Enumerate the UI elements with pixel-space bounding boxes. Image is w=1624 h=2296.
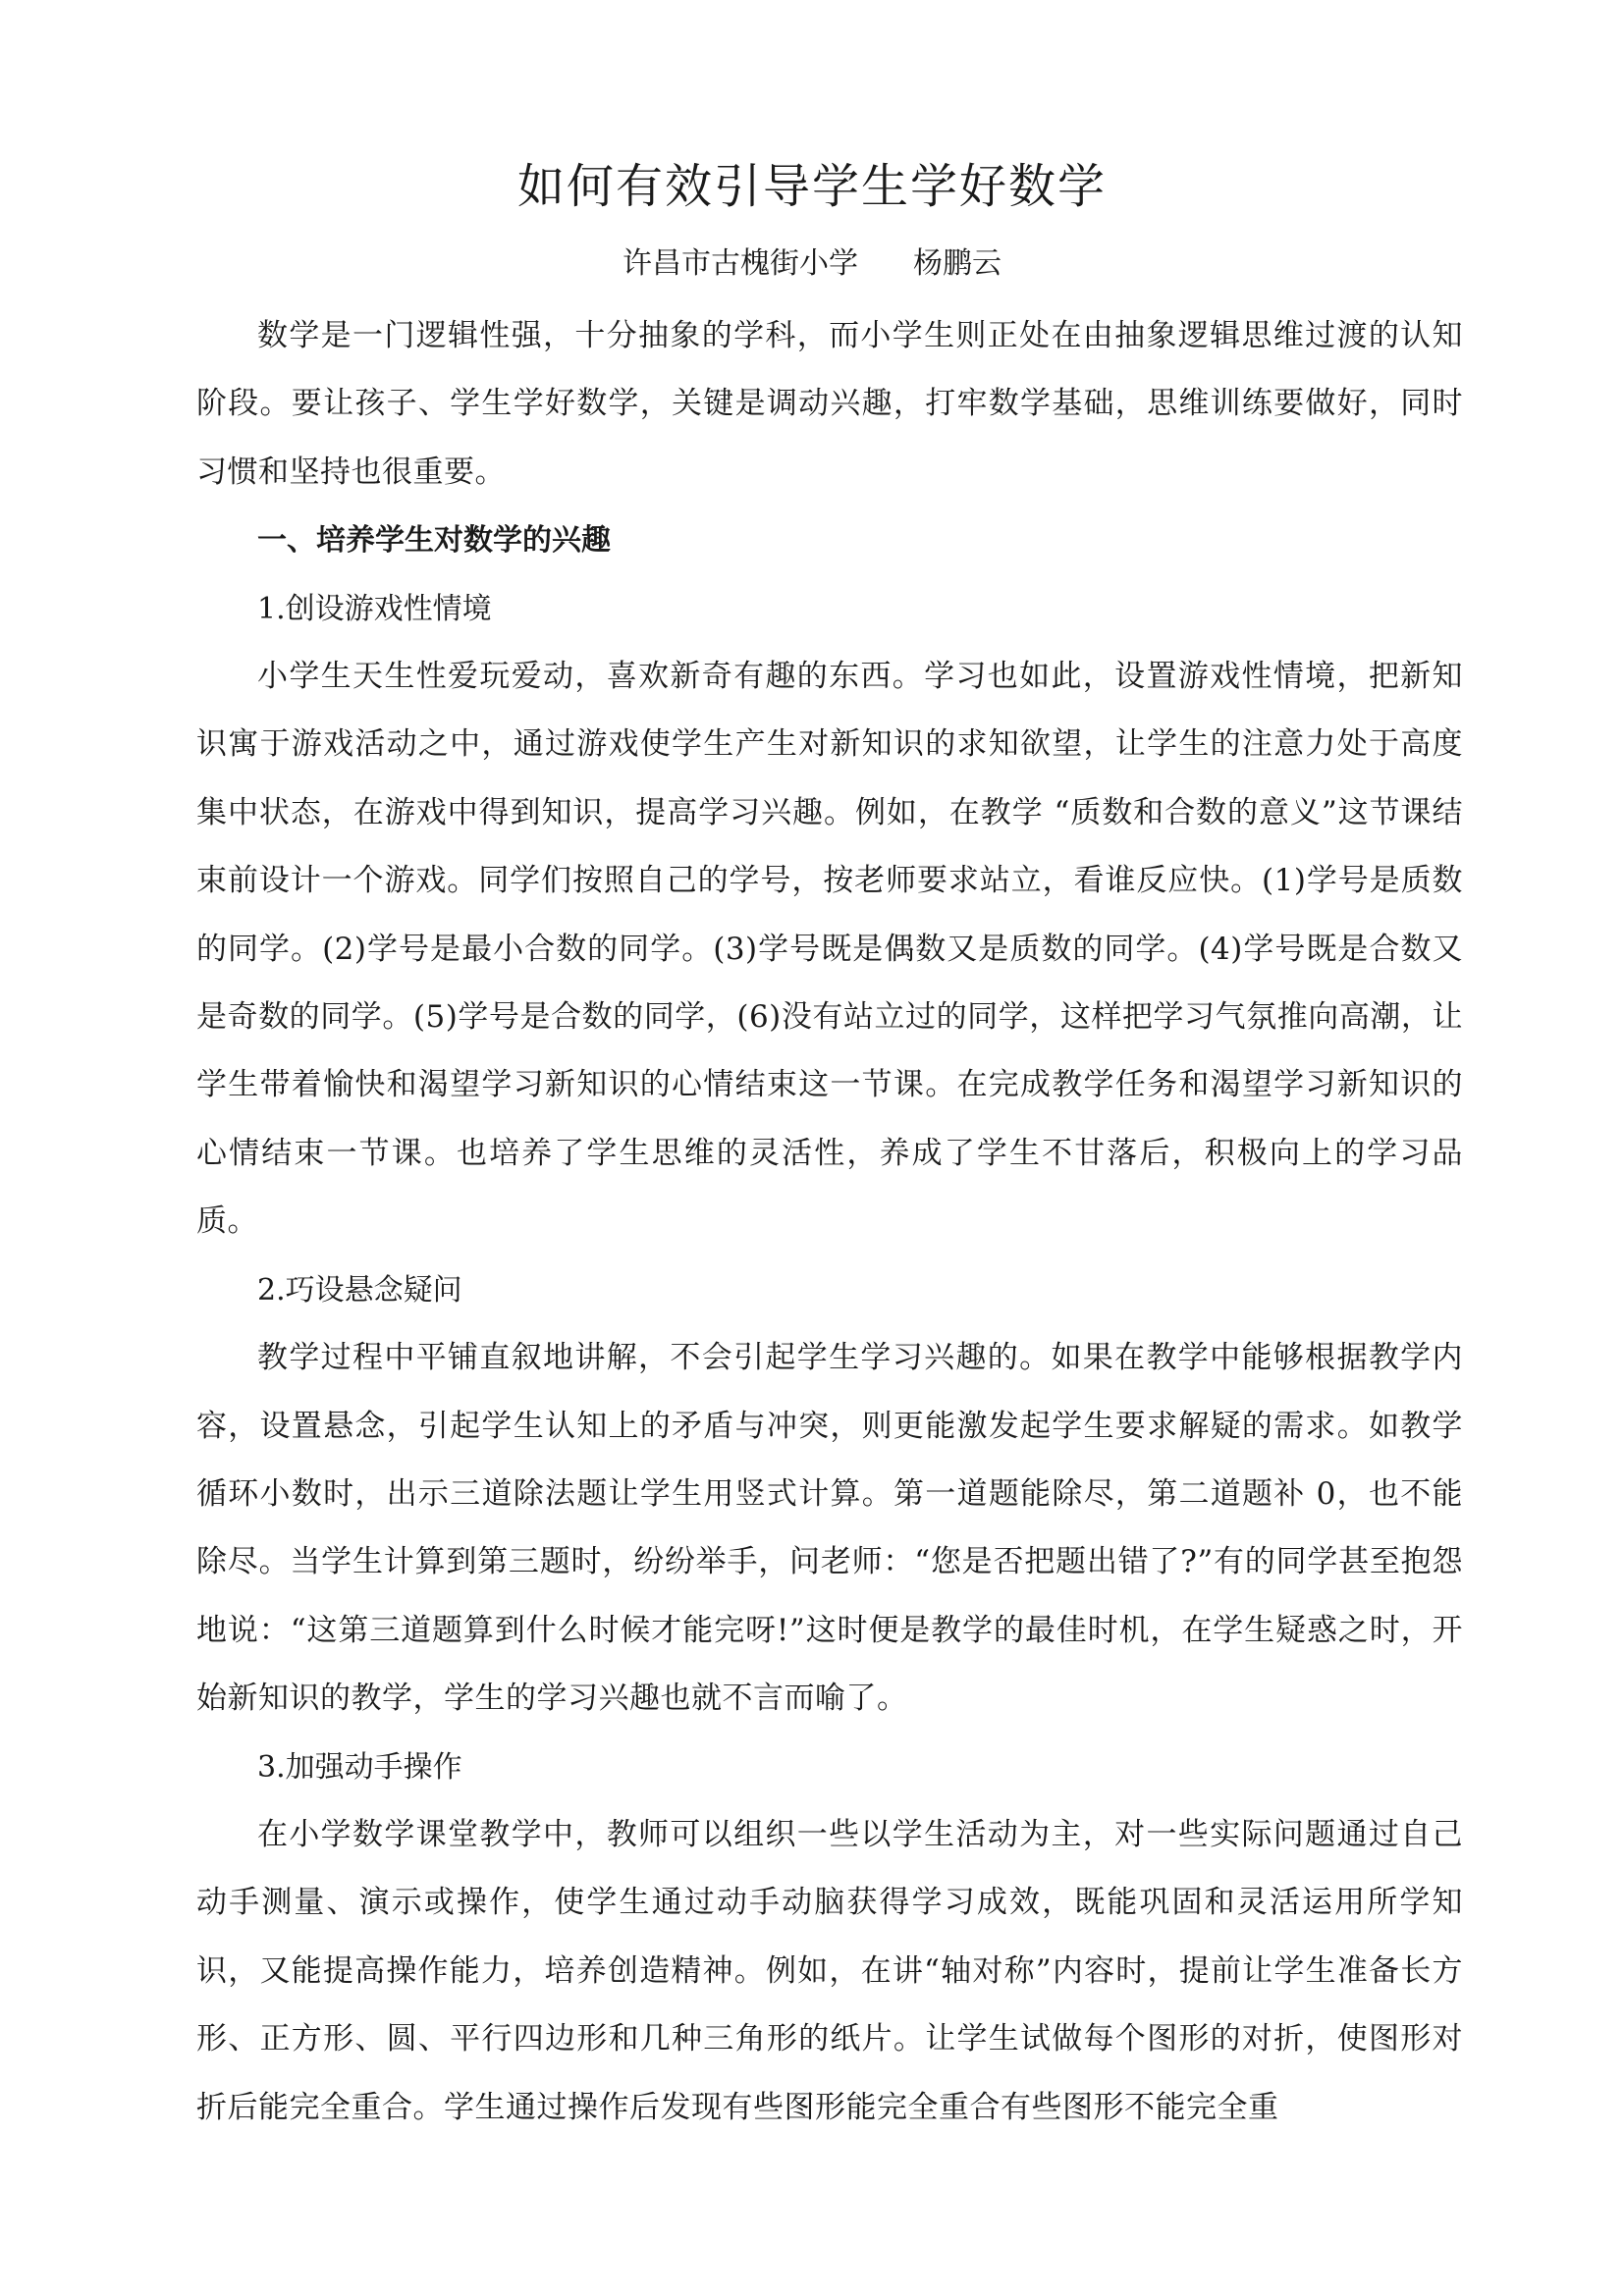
subsection-paragraph-1: 小学生天生性爱玩爱动，喜欢新奇有趣的东西。学习也如此，设置游戏性情境，把新知识寓于游戏活动之中，通过游戏使学生产生对新知识的求知欲望，让学生的注意力处于高度集中状态，在游戏中得到知识，提高学习兴趣。例如，在教学 “质数和合数的意义”这节课结束前设计一个游戏。同学们按照自己的学号，按老师要求站立，看谁反应快。(1)学号是质数的同学。(2)学号是最小合数的同学。(3)学号既是偶数又是质数的同学。(4)学号既是合数又是奇数的同学。(5)学号是合数的同学，(6)没有站立过的同学，这样把学习气氛推向高潮，让学生带着愉快和渴望学习新知识的心情结束这一节课。在完成教学任务和渴望学习新知识的心情结束一节课。也培养了学生思维的灵活性，养成了学生不甘落后，积极向上的学习品质。 — [196, 659, 1463, 1240]
section-heading: 一、培养学生对数学的兴趣 — [257, 523, 611, 559]
author-name: 杨鹏云 — [913, 246, 1001, 281]
subsection-title-3: 3.加强动手操作 — [257, 1749, 462, 1785]
subsection-title-2: 2.巧设悬念疑问 — [257, 1272, 462, 1308]
intro-paragraph: 数学是一门逻辑性强，十分抽象的学科，而小学生则正处在由抽象逻辑思维过渡的认知阶段。要让孩子、学生学好数学，关键是调动兴趣，打牢数学基础，思维训练要做好，同时习惯和坚持也很重要。 — [196, 318, 1463, 490]
school-name: 许昌市古槐街小学 — [623, 246, 858, 281]
byline — [0, 242, 1624, 286]
document-body — [196, 302, 1463, 2142]
subsection-paragraph-2: 教学过程中平铺直叙地讲解，不会引起学生学习兴趣的。如果在教学中能够根据教学内容，设置悬念，引起学生认知上的矛盾与冲突，则更能激发起学生要求解疑的需求。如教学循环小数时，出示三道除法题让学生用竖式计算。第一道题能除尽，第二道题补 0，也不能除尽。当学生计算到第三题时，纷纷举手，问老师：“您是否把题出错了?”有的同学甚至抱怨地说：“这第三道题算到什么时候才能完呀!”这时便是教学的最佳时机，在学生疑惑之时，开始新知识的教学，学生的学习兴趣也就不言而喻了。 — [196, 1340, 1463, 1717]
subsection-title-1: 1.创设游戏性情境 — [257, 591, 492, 626]
document-title: 如何有效引导学生学好数学 — [516, 159, 1107, 214]
subsection-paragraph-3: 在小学数学课堂教学中，教师可以组织一些以学生活动为主，对一些实际问题通过自己动手测量、演示或操作，使学生通过动手动脑获得学习成效，既能巩固和灵活运用所学知识，又能提高操作能力，培养创造精神。例如，在讲“轴对称”内容时，提前让学生准备长方形、正方形、圆、平行四边形和几种三角形的纸片。让学生试做每个图形的对折，使图形对折后能完全重合。学生通过操作后发现有些图形能完全重合有些图形不能完全重 — [196, 1816, 1463, 2125]
